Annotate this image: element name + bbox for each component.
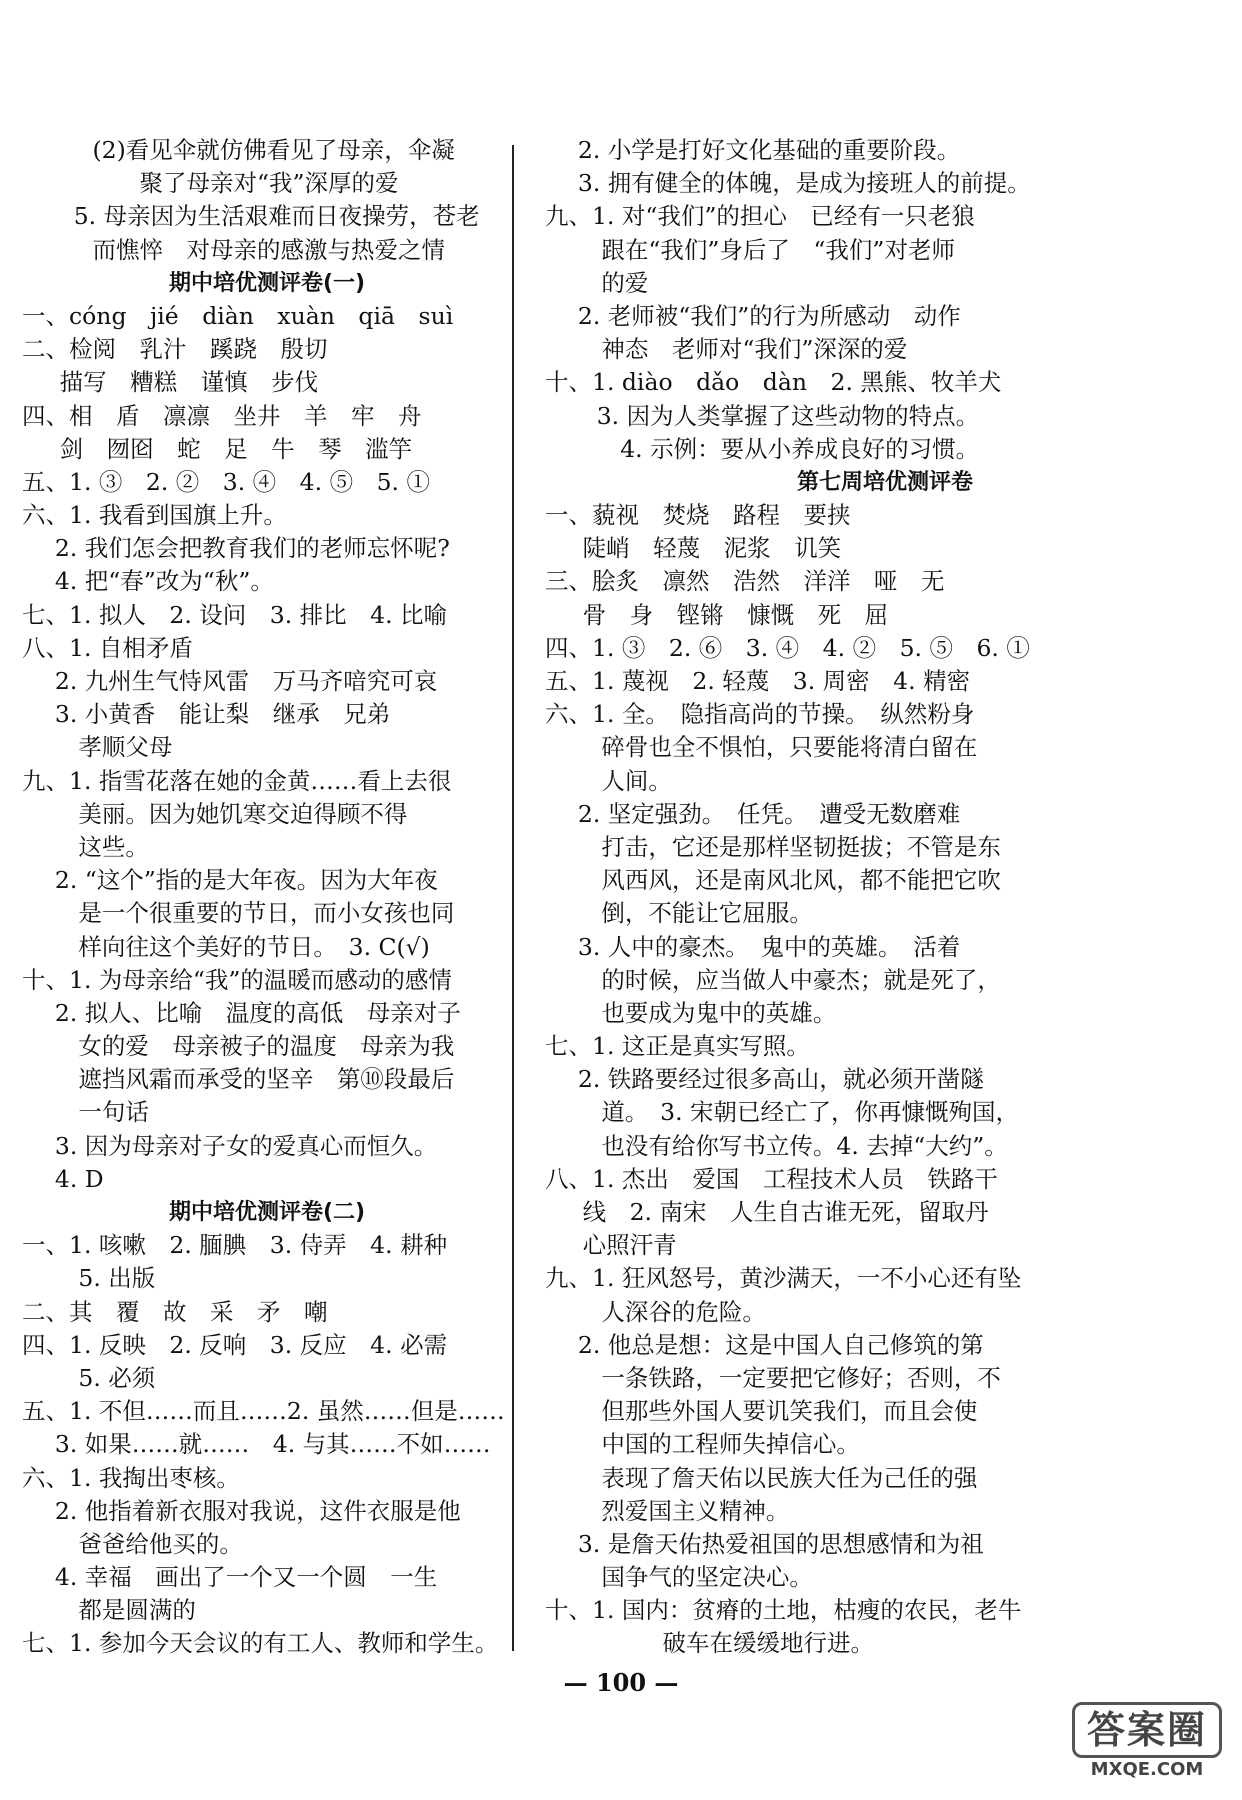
answer-line: 3. 因为人类掌握了这些动物的特点。	[596, 401, 980, 430]
answer-line: 4. 幸福 画出了一个又一个圆 一生	[54, 1563, 438, 1592]
answer-line: 2. 铁路要经过很多高山，就必须开凿隧	[577, 1065, 984, 1094]
answer-line: 描写 糟糕 谨慎 步伐	[59, 368, 319, 397]
answer-line: 神态 老师对“我们”深深的爱	[601, 335, 908, 364]
answer-line: 七、1. 这正是真实写照。	[545, 1032, 810, 1061]
answer-line: 而憔悴 对母亲的感激与热爱之情	[92, 235, 445, 264]
answer-line: 七、1. 拟人 2. 设问 3. 排比 4. 比喻	[22, 600, 448, 629]
answer-line: 2. 小学是打好文化基础的重要阶段。	[577, 136, 961, 164]
answer-line: 3. 人中的豪杰。 鬼中的英雄。 活着	[577, 932, 961, 961]
answer-line: 陡峭 轻蔑 泥浆 讥笑	[582, 534, 842, 563]
answer-line: 五、1. 蔑视 2. 轻蔑 3. 周密 4. 精密	[545, 667, 971, 695]
left-column	[22, 134, 512, 1661]
answer-line: 聚了母亲对“我”深厚的爱	[139, 169, 399, 198]
answer-line: 五、1. ③ 2. ② 3. ④ 4. ⑤ 5. ①	[22, 467, 430, 496]
answer-line: 二、检阅 乳汁 蹊跷 殷切	[22, 335, 328, 364]
watermark-logo	[1072, 1702, 1222, 1782]
answer-line: 一、1. 咳嗽 2. 腼腆 3. 侍弄 4. 耕种	[22, 1231, 448, 1260]
answer-line: 碎骨也全不惧怕，只要能将清白留在	[601, 733, 978, 762]
answer-line: 八、1. 自相矛盾	[22, 633, 193, 662]
answer-line: 六、1. 全。 隐指高尚的节操。 纵然粉身	[545, 700, 975, 729]
answer-line: 一、cóng jié diàn xuàn qiā suì	[22, 301, 454, 330]
answer-line: 十、1. 为母亲给“我”的温暖而感动的感情	[22, 965, 452, 994]
answer-line: 六、1. 我看到国旗上升。	[22, 501, 287, 530]
answer-line: 风西风，还是南风北风，都不能把它吹	[601, 866, 1001, 895]
answer-line: 道。 3. 宋朝已经亡了，你再慷慨殉国，	[601, 1098, 1020, 1127]
answer-line: 四、相 盾 凛凛 坐井 羊 牢 舟	[22, 401, 422, 430]
answer-line: 四、1. ③ 2. ⑥ 3. ④ 4. ② 5. ⑤ 6. ①	[545, 633, 1030, 662]
answer-line: 九、1. 狂风怒号，黄沙满天，一不小心还有坠	[545, 1264, 1022, 1293]
answer-line: 2. 他指着新衣服对我说，这件衣服是他	[54, 1496, 461, 1525]
answer-line: 5. 必须	[78, 1363, 156, 1392]
answer-line: 都是圆满的	[78, 1596, 196, 1625]
right-column	[545, 134, 1225, 1661]
answer-line: 女的爱 母亲被子的温度 母亲为我	[78, 1032, 455, 1061]
answer-line: 九、1. 指雪花落在她的金黄……看上去很	[22, 766, 452, 795]
answer-line: 是一个很重要的节日，而小女孩也同	[78, 899, 455, 928]
column-divider	[512, 145, 514, 1651]
answer-line: 2. 九州生气恃风雷 万马齐喑究可哀	[54, 667, 438, 695]
answer-line: 3. 拥有健全的体魄，是成为接班人的前提。	[577, 169, 1031, 198]
answer-line: 中国的工程师失掉信心。	[601, 1430, 860, 1459]
answer-line: 破车在缓缓地行进。	[662, 1629, 874, 1658]
answer-line: 2. 老师被“我们”的行为所感动 动作	[577, 301, 961, 330]
answer-line: 3. 是詹天佑热爱祖国的思想感情和为祖	[577, 1529, 984, 1558]
answer-line: 遮挡风霜而承受的坚辛 第⑩段最后	[78, 1065, 455, 1094]
answer-line: 2. “这个”指的是大年夜。因为大年夜	[54, 866, 438, 895]
answer-line: 但那些外国人要讥笑我们，而且会使	[601, 1397, 978, 1426]
answer-line: 也要成为鬼中的英雄。	[601, 998, 837, 1027]
answer-line: 七、1. 参加今天会议的有工人、教师和学生。	[22, 1629, 499, 1658]
answer-line: (2)看见伞就仿佛看见了母亲，伞凝	[69, 136, 455, 164]
answer-line: 心照汗青	[582, 1231, 677, 1260]
answer-line: 国争气的坚定决心。	[601, 1563, 813, 1592]
answer-line: 一、藐视 焚烧 路程 要挟	[545, 501, 851, 530]
answer-line: 跟在“我们”身后了 “我们”对老师	[601, 235, 955, 264]
answer-line: 样向往这个美好的节日。 3. C(√)	[78, 932, 430, 961]
answer-line: 倒，不能让它屈服。	[601, 899, 813, 928]
section-heading: 期中培优测评卷(二)	[168, 1200, 366, 1225]
answer-line: 烈爱国主义精神。	[601, 1496, 790, 1525]
answer-line: 2. 我们怎会把教育我们的老师忘怀呢?	[54, 534, 450, 563]
answer-line: 一句话	[78, 1098, 149, 1127]
answer-line: 的爱	[601, 268, 649, 297]
answer-line: 这些。	[78, 832, 149, 861]
answer-line: 四、1. 反映 2. 反响 3. 反应 4. 必需	[22, 1330, 448, 1359]
answer-line: 表现了詹天佑以民族大任为己任的强	[601, 1463, 978, 1492]
answer-line: 骨 身 铿锵 慷慨 死 屈	[582, 600, 889, 629]
answer-line: 九、1. 对“我们”的担心 已经有一只老狼	[545, 202, 975, 231]
answer-line: 十、1. 国内：贫瘠的土地，枯瘦的农民，老牛	[545, 1596, 1022, 1625]
answer-line: 人深谷的危险。	[601, 1297, 766, 1326]
answer-line: 六、1. 我掏出枣核。	[22, 1463, 240, 1492]
answer-line: 十、1. diào dǎo dàn 2. 黑熊、牧羊犬	[545, 368, 1002, 397]
answer-line: 五、1. 不但……而且……2. 虽然……但是……	[22, 1397, 505, 1426]
answer-line: 2. 坚定强劲。 任凭。 遭受无数磨难	[577, 799, 961, 828]
answer-line: 爸爸给他买的。	[78, 1529, 243, 1558]
section-heading: 期中培优测评卷(一)	[168, 270, 366, 296]
answer-line: 2. 拟人、比喻 温度的高低 母亲对子	[54, 998, 461, 1027]
answer-line: 线 2. 南宋 人生自古谁无死，留取丹	[582, 1198, 989, 1226]
answer-line: 剑 囫囵 蛇 足 牛 琴 滥竽	[59, 434, 413, 463]
answer-line: 三、脍炙 凛然 浩然 洋洋 哑 无	[545, 567, 945, 596]
answer-line: 也没有给你写书立传。4. 去掉“大约”。	[601, 1131, 1008, 1160]
watermark-bottom: MXQE.COM	[1090, 1759, 1204, 1780]
answer-line: 美丽。因为她饥寒交迫得顾不得	[78, 799, 408, 828]
answer-line: 打击，它还是那样坚韧挺拔；不管是东	[601, 832, 1001, 861]
answer-line: 4. 示例：要从小养成良好的习惯。	[620, 434, 980, 463]
answer-line: 5. 出版	[78, 1264, 156, 1293]
answer-line: 4. 把“春”改为“秋”。	[54, 567, 274, 596]
answer-line: 2. 他总是想：这是中国人自己修筑的第	[577, 1330, 984, 1359]
answer-line: 5. 母亲因为生活艰难而日夜操劳，苍老	[73, 202, 480, 231]
answer-line: 4. D	[54, 1164, 104, 1193]
answer-line: 的时候，应当做人中豪杰；就是死了，	[601, 965, 1001, 994]
answer-line: 八、1. 杰出 爱国 工程技术人员 铁路干	[545, 1164, 998, 1193]
answer-line: 孝顺父母	[78, 733, 173, 762]
answer-line: 一条铁路，一定要把它修好；否则，不	[601, 1363, 1001, 1392]
answer-line: 二、其 覆 故 采 矛 嘲	[22, 1297, 328, 1326]
watermark-top: 答案圈	[1072, 1702, 1222, 1758]
answer-line: 3. 如果……就…… 4. 与其……不如……	[54, 1430, 491, 1459]
answer-line: 3. 小黄香 能让梨 继承 兄弟	[54, 700, 391, 729]
answer-line: 人间。	[601, 766, 672, 795]
page-number: — 100 —	[563, 1668, 679, 1697]
section-heading: 第七周培优测评卷	[796, 469, 973, 495]
answer-line: 3. 因为母亲对子女的爱真心而恒久。	[54, 1131, 438, 1160]
